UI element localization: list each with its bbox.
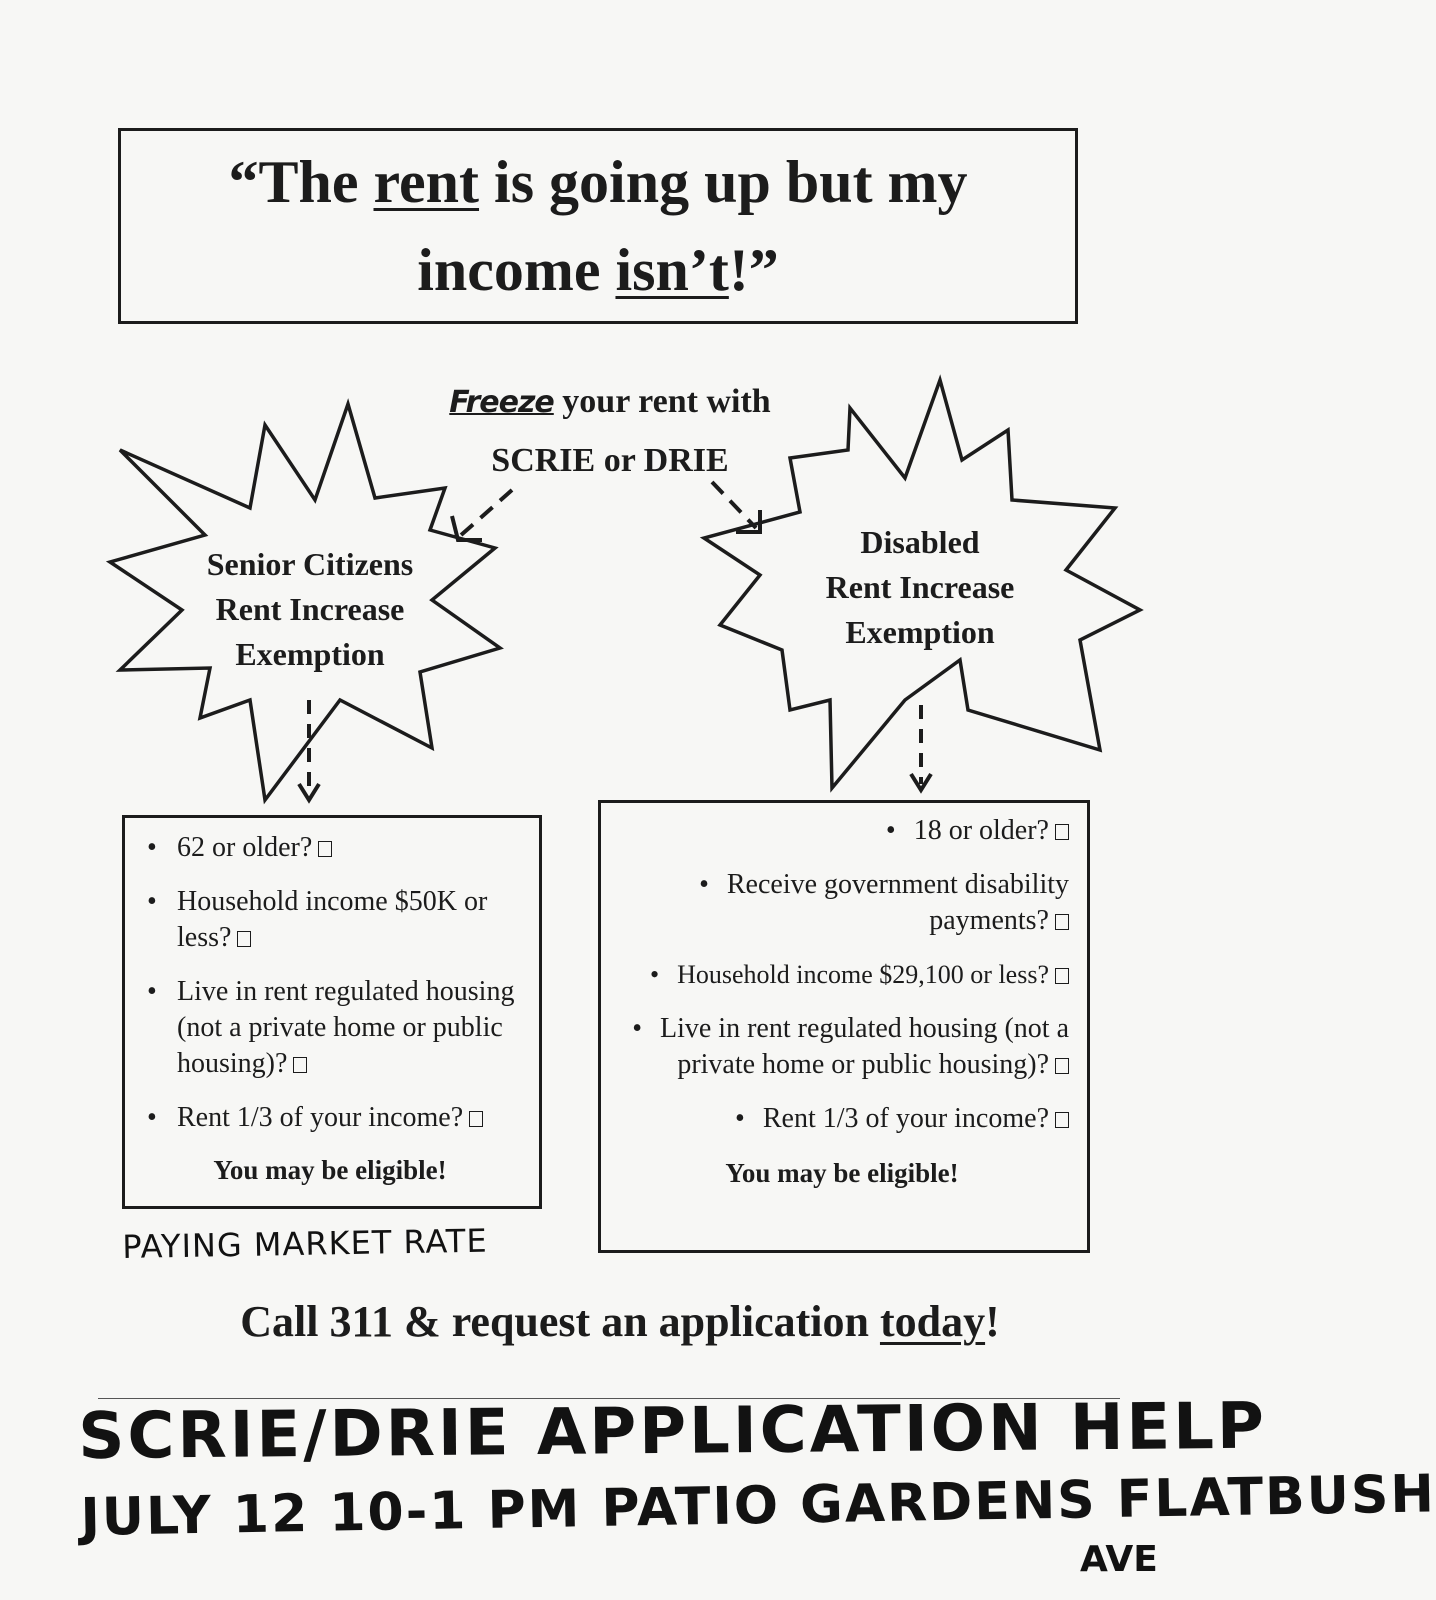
disabled-label-line: Rent Increase: [825, 569, 1015, 605]
checkbox[interactable]: [237, 931, 251, 947]
call-to-action: [100, 1296, 1140, 1347]
criteria-item: [615, 867, 1069, 939]
criteria-text: Rent 1/3 of your income?: [177, 1102, 464, 1133]
headline-isnt-word: isn’t: [615, 237, 729, 303]
senior-criteria-box: [122, 815, 542, 1209]
criteria-text: 18 or older?: [913, 815, 1049, 846]
criteria-text: Live in rent regulated housing (not a private home or public housing)?: [177, 976, 515, 1079]
headline-text: income: [417, 237, 616, 303]
criteria-item: [139, 884, 521, 956]
handwritten-market-rate-note: PAYING MARKET RATE: [122, 1221, 488, 1266]
disabled-eligible-note: You may be eligible!: [725, 1158, 959, 1188]
freeze-word: Freeze: [449, 385, 554, 420]
senior-label-line: Rent Increase: [215, 591, 405, 627]
headline-line-2: [417, 226, 779, 314]
disabled-burst-label: [770, 520, 1070, 655]
disabled-label-line: Disabled: [860, 524, 980, 560]
senior-eligible-note: You may be eligible!: [213, 1155, 447, 1185]
criteria-text: 62 or older?: [177, 832, 313, 863]
checkbox[interactable]: [318, 841, 332, 857]
headline-text: !”: [728, 237, 779, 303]
checkbox[interactable]: [1055, 1058, 1069, 1074]
handwritten-event-title: SCRIE/DRIE APPLICATION HELP: [78, 1389, 1268, 1474]
headline-line-1: [228, 138, 967, 226]
arrow-to-disabled: [712, 482, 756, 528]
cta-text: !: [985, 1297, 1000, 1346]
criteria-text: Receive government disability payments?: [726, 869, 1069, 936]
cta-text: Call 311 & request an application: [240, 1297, 880, 1346]
headline-text: is going up but my: [479, 149, 968, 215]
headline-rent-word: rent: [373, 149, 480, 215]
handwritten-event-details: JULY 12 10-1 PM PATIO GARDENS FLATBUSH: [80, 1464, 1436, 1548]
criteria-text: Household income $29,100 or less?: [677, 960, 1049, 989]
senior-label-line: Exemption: [235, 636, 385, 672]
disabled-criteria-list: [615, 813, 1069, 1137]
criteria-item: [615, 813, 1069, 849]
criteria-item: [139, 974, 521, 1082]
criteria-item: [615, 957, 1069, 993]
criteria-item: [139, 1100, 521, 1136]
disabled-label-line: Exemption: [845, 614, 995, 650]
criteria-item: [615, 1101, 1069, 1137]
freeze-line: [380, 383, 840, 421]
cta-today-word: today: [879, 1297, 986, 1346]
checkbox[interactable]: [1055, 824, 1069, 840]
program-names: SCRIE or DRIE: [491, 442, 729, 479]
arrow-down-senior-head: [299, 784, 319, 800]
criteria-text: Household income $50K or less?: [177, 886, 488, 953]
handwritten-event-ave: AVE: [1080, 1539, 1158, 1580]
checkbox[interactable]: [1055, 1112, 1069, 1128]
criteria-text: Live in rent regulated housing (not a private home or public housing)?: [660, 1013, 1069, 1080]
criteria-text: Rent 1/3 of your income?: [762, 1103, 1049, 1134]
headline-box: [118, 128, 1078, 324]
arrow-to-senior: [460, 490, 512, 536]
headline-text: “The: [228, 149, 374, 215]
senior-burst-label: [170, 542, 450, 677]
checkbox[interactable]: [469, 1111, 483, 1127]
criteria-item: [615, 1011, 1069, 1083]
checkbox[interactable]: [293, 1057, 307, 1073]
checkbox[interactable]: [1055, 914, 1069, 930]
senior-label-line: Senior Citizens: [206, 546, 414, 582]
checkbox[interactable]: [1055, 968, 1069, 984]
disabled-criteria-box: [598, 800, 1090, 1253]
freeze-rest: your rent with: [553, 383, 771, 420]
criteria-item: [139, 830, 521, 866]
senior-criteria-list: [139, 830, 521, 1136]
